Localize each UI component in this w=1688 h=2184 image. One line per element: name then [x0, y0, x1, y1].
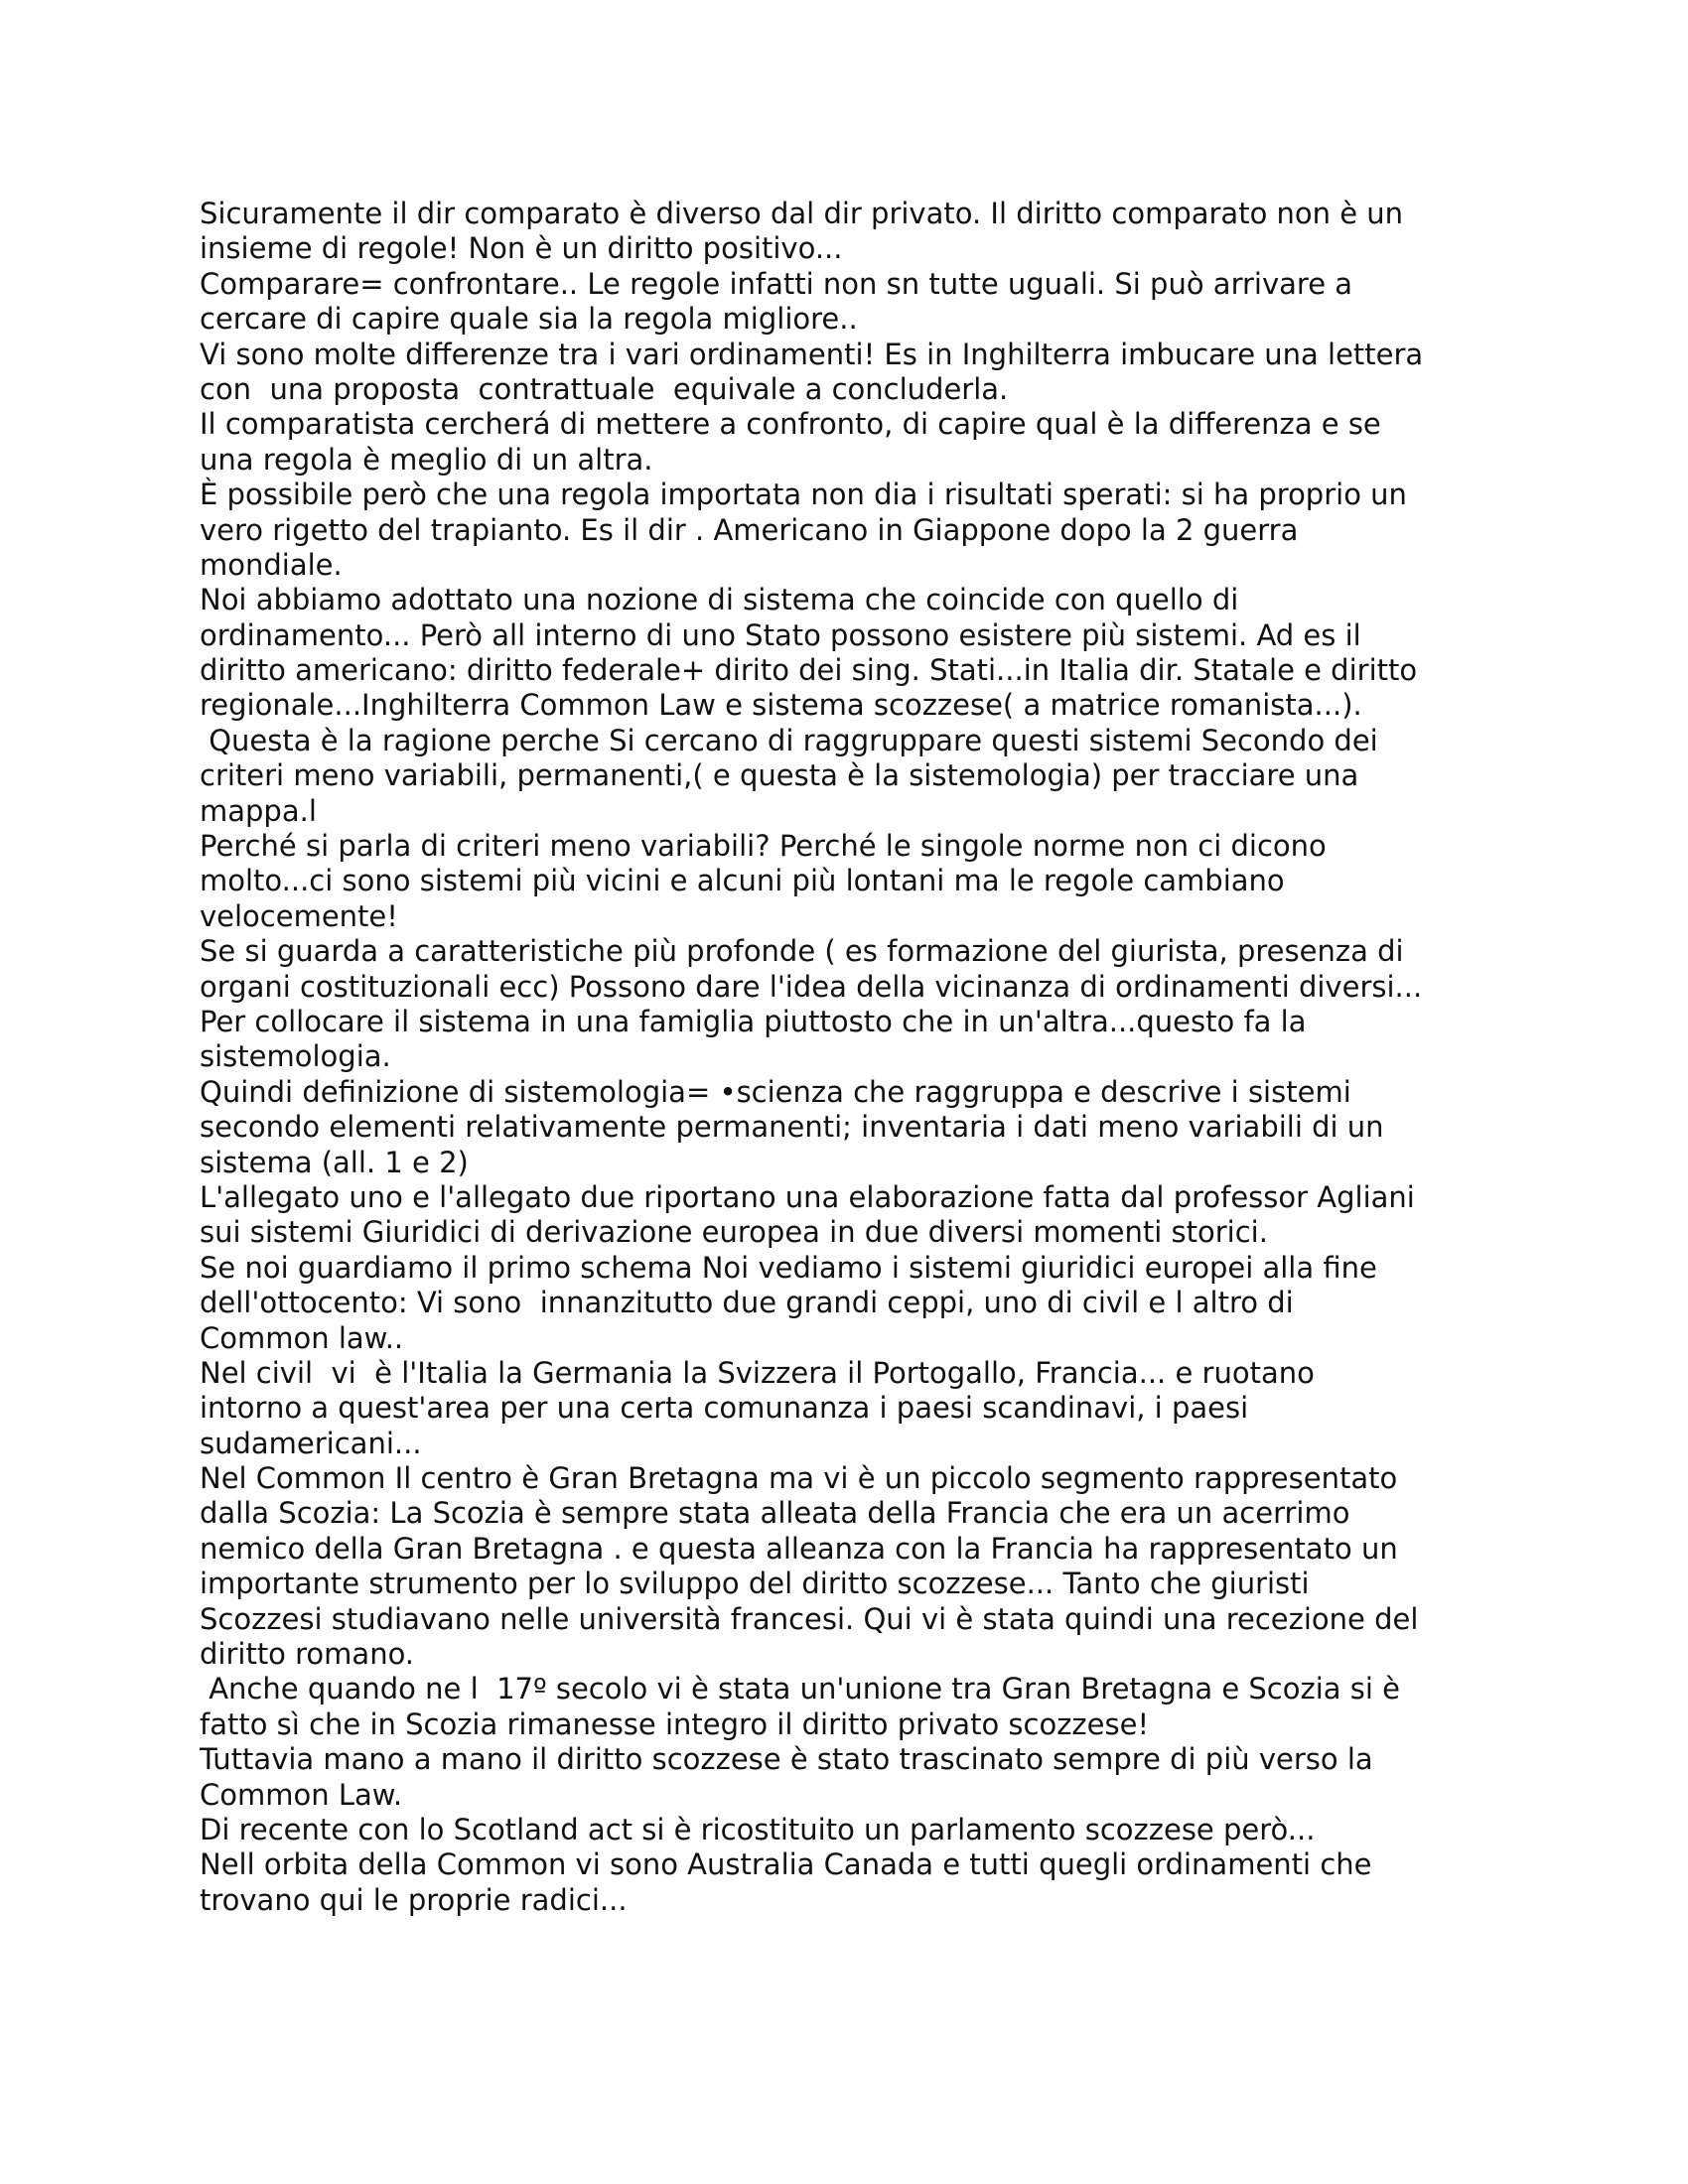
text-line: Nel Common Il centro è Gran Bretagna ma vi è un piccolo segmento rappresentato — [200, 1461, 1398, 1496]
text-line: Per collocare il sistema in una famiglia piuttosto che in un'altra...questo fa la — [200, 1004, 1307, 1038]
text-line: dalla Scozia: La Scozia è sempre stata alleata della Francia che era un acerrimo — [200, 1496, 1350, 1531]
text-line: con una proposta contrattuale equivale a concluderla. — [200, 371, 1009, 406]
text-line: diritto americano: diritto federale+ dirito dei sing. Stati...in Italia dir. Statale e diritto — [200, 653, 1418, 688]
text-line: una regola è meglio di un altra. — [200, 442, 653, 477]
text-line: È possibile però che una regola importata non dia i risultati sperati: si ha proprio un — [200, 478, 1407, 512]
text-line: sui sistemi Giuridici di derivazione europea in due diversi momenti storici. — [200, 1215, 1268, 1250]
text-line: Se si guarda a caratteristiche più profonde ( es formazione del giurista, presenza di — [200, 934, 1404, 969]
text-line: Di recente con lo Scotland act si è ricostituito un parlamento scozzese però... — [200, 1812, 1316, 1846]
text-line: Common Law. — [200, 1777, 403, 1812]
text-line: intorno a quest'area per una certa comunanza i paesi scandinavi, i paesi — [200, 1391, 1249, 1426]
text-line: Se noi guardiamo il primo schema Noi vediamo i sistemi giuridici europei alla fine — [200, 1250, 1377, 1285]
text-line: velocemente! — [200, 898, 398, 933]
text-line: importante strumento per lo sviluppo del diritto scozzese... Tanto che giuristi — [200, 1567, 1310, 1601]
text-line: sistemologia. — [200, 1039, 391, 1074]
text-line: Nel civil vi è l'Italia la Germania la Svizzera il Portogallo, Francia... e ruotano — [200, 1355, 1315, 1390]
text-line: Common law.. — [200, 1320, 404, 1355]
text-line: cercare di capire quale sia la regola migliore.. — [200, 302, 858, 337]
text-line: Vi sono molte differenze tra i vari ordinamenti! Es in Inghilterra imbucare una lettera — [200, 337, 1424, 371]
text-line: Perché si parla di criteri meno variabili? Perché le singole norme non ci dicono — [200, 829, 1327, 864]
text-line: Scozzesi studiavano nelle università francesi. Qui vi è stata quindi una recezione del — [200, 1601, 1419, 1636]
text-line: sistema (all. 1 e 2) — [200, 1145, 469, 1179]
text-line: Sicuramente il dir comparato è diverso dal dir privato. Il diritto comparato non è un — [200, 197, 1404, 230]
text-line: Tuttavia mano a mano il diritto scozzese è stato trascinato sempre di più verso la — [200, 1742, 1373, 1777]
text-line: criteri meno variabili, permanenti,( e questa è la sistemologia) per tracciare una — [200, 758, 1359, 793]
text-line: ordinamento... Però all interno di uno Stato possono esistere più sistemi. Ad es il — [200, 617, 1361, 652]
text-line: mondiale. — [200, 547, 343, 582]
text-line: organi costituzionali ecc) Possono dare l'idea della vicinanza di ordinamenti diversi... — [200, 969, 1423, 1004]
text-line: insieme di regole! Non è un diritto positivo... — [200, 231, 843, 266]
text-line: Questa è la ragione perche Si cercano di raggruppare questi sistemi Secondo dei — [200, 723, 1378, 757]
text-line: diritto romano. — [200, 1637, 415, 1672]
text-line: sudamericani... — [200, 1426, 422, 1460]
text-line: secondo elementi relativamente permanenti; inventaria i dati meno variabili di un — [200, 1110, 1384, 1145]
text-line: dell'ottocento: Vi sono innanzitutto due grandi ceppi, uno di civil e l altro di — [200, 1286, 1294, 1320]
text-line: trovano qui le proprie radici... — [200, 1882, 628, 1917]
text-line: Noi abbiamo adottato una nozione di sistema che coincide con quello di — [200, 583, 1239, 617]
text-line: Il comparatista cercherá di mettere a confronto, di capire qual è la differenza e se — [200, 407, 1381, 442]
text-line: Comparare= confrontare.. Le regole infatti non sn tutte uguali. Si può arrivare a — [200, 266, 1353, 301]
text-line: molto...ci sono sistemi più vicini e alcuni più lontani ma le regole cambiano — [200, 864, 1285, 898]
text-line: L'allegato uno e l'allegato due riportano una elaborazione fatta dal professor Agliani — [200, 1179, 1415, 1214]
text-line: nemico della Gran Bretagna . e questa alleanza con la Francia ha rappresentato un — [200, 1531, 1398, 1566]
text-line: Nell orbita della Common vi sono Australia Canada e tutti quegli ordinamenti che — [200, 1847, 1372, 1882]
text-line: vero rigetto del trapianto. Es il dir . Americano in Giappone dopo la 2 guerra — [200, 512, 1299, 547]
document-text-body — [200, 197, 1520, 1918]
text-line: mappa.l — [200, 793, 317, 828]
text-line: Anche quando ne l 17º secolo vi è stata un'unione tra Gran Bretagna e Scozia si è — [200, 1672, 1400, 1706]
text-line: fatto sì che in Scozia rimanesse integro il diritto privato scozzese! — [200, 1706, 1150, 1741]
text-line: Quindi definizione di sistemologia= •scienza che raggruppa e descrive i sistemi — [200, 1074, 1351, 1109]
text-line: regionale...Inghilterra Common Law e sistema scozzese( a matrice romanista...). — [200, 688, 1362, 723]
